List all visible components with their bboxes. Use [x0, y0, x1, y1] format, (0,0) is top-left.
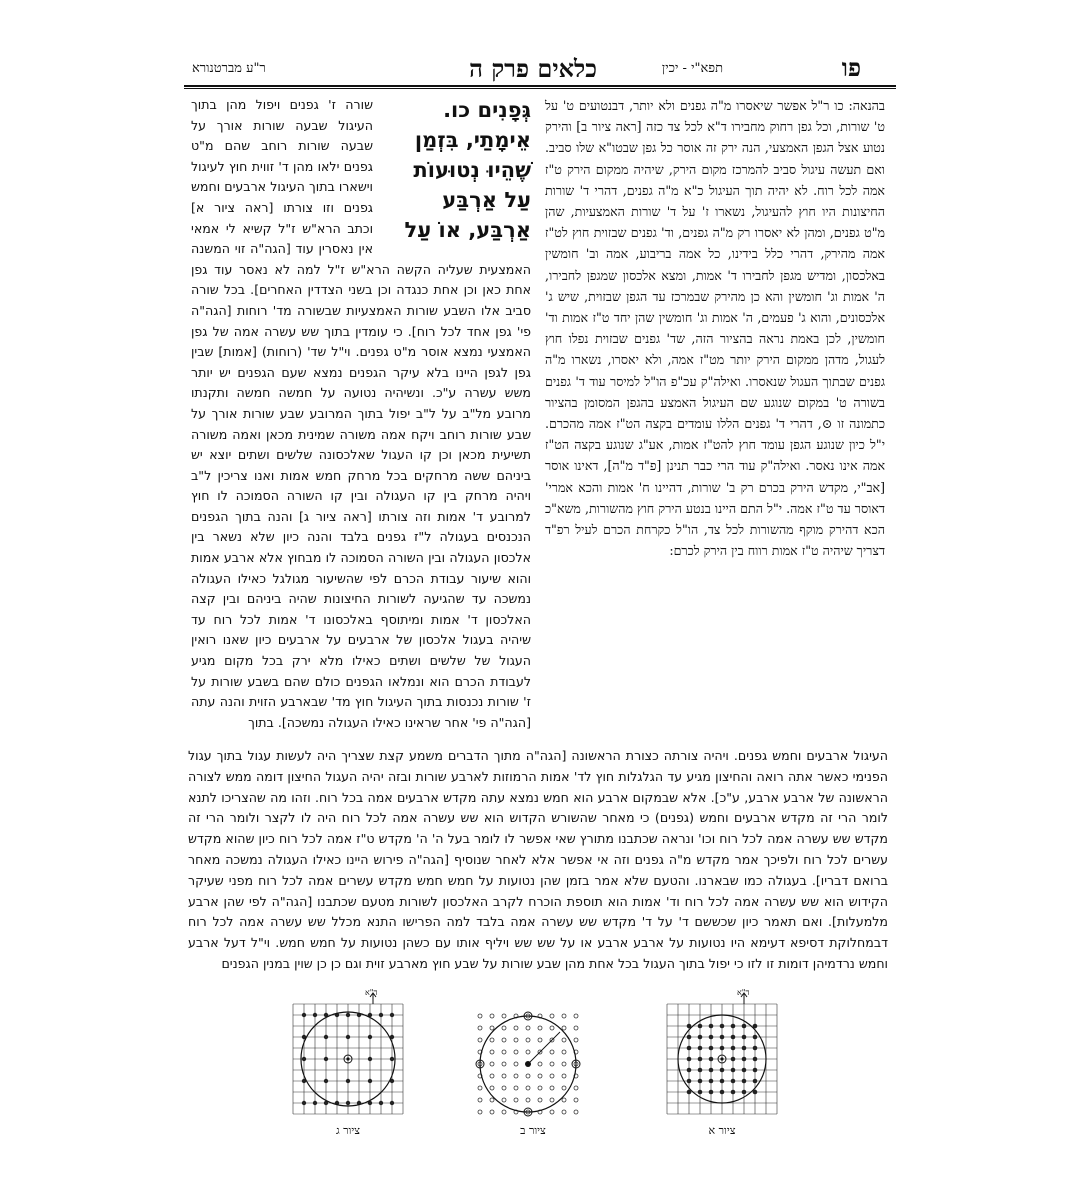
diagram-alef-corner-label: ד"א: [737, 988, 750, 997]
diagram-gimel-drawing: [283, 990, 413, 1122]
commentary-left-column: [191, 95, 531, 740]
page-header: [0, 55, 1083, 87]
header-rule: [184, 85, 896, 87]
commentary-full-width: [188, 746, 888, 978]
diagram-gimel-caption: ציור ג: [336, 1124, 360, 1137]
header-right-subtitle: תפא"י - יכין: [661, 61, 723, 76]
diagram-alef-drawing: [657, 990, 787, 1122]
page-number: פו: [841, 53, 861, 82]
mishnah-text: גְּפָנִים כו. אֵימָתַי, בִּזְמַן שֶׁהֵיוּ נְטוּעוֹת עַל אַרְבַּע אַרְבַּע, אוֹ עַל: [404, 98, 531, 242]
header-left-subtitle: ר"ע מברטנורא: [192, 61, 266, 76]
diagram-bet: [468, 1004, 598, 1154]
diagram-alef-caption: ציור א: [708, 1124, 736, 1137]
diagram-gimel-corner-label: ד"א: [365, 988, 378, 997]
diagram-bet-caption: ציור ב: [520, 1124, 546, 1137]
commentary-full-text: העיגול ארבעים וחמש גפנים. ויהיה צורתה כצורת הראשונה [הגה"ה מתוך הדברים משמע קצת שצריך היה לעשות עגול בתוך עגול הפנימי כאשר אתה רואה והחיצון מגיע עד הגלגלות חוץ לד' אמות הרמוזות לארבע שורות ובזה יהיה העגול החיצון דומה ממש לצורה הראשונה של ארבע ארבע, ע"כ]. אלא שבמקום ארבע הוא חמש נמצא עתה מקדש ארבעים אמה בכל רוח. וזהו מה שהצריכו לתנא לומר הרי זה מקדש ארבעים וחמש (גפנים) כי מאחר שהשורש הקדוש הוא שש עשרה אמה לכל רוח היה לו לקצר ולומר הרי זה מקדש שש עשרה אמה לכל רוח וכו' ונראה שכתבנו מתורץ שאי אפשר לו לומר בעל ה' ה' מקדש ט"ז אמה לכל רוח כיון שהוא מקדש עשרים לכל רוח ולפיכך אמר מקדש מ"ה גפנים וזה אי אפשר אלא לאחר שנוסיף [הגה"ה פירוש היינו כאילו העגולה נמשכה מאחר ברואם דבריו]. בעגולה כמו שבארנו. והטעם שלא אמר בזמן שהן נטועות על חמש חמש מקדש עשרים אמה לכל רוח מפני שעיקר הקידוש הוא שש עשרה אמה לכל רוח וד' אמות הוא תוספת הוכרח לקרב האלכסון לשורות מטעם שכתבנו [הגה"ה לפי שהן ארבע מלמעלות]. ואם תאמר כיון שכששם ד' על ד' מקדש שש עשרה אמה בלבד למה הפרישו התנא מכלל שש עשרה אמה לכל רוח דבמחלוקת דסיפא דעימא היו נטועות על ארבע ארבע או על שש שש ויליף אותו עם כשהן נטועות על חמש חמש. וי"ל דעל ארבע וחמש נרדמיהן דומות זו לזו כי יפול בתוך העגול בכל אחת מהן שבע שורות על שבע חוץ מארבע זוית וגם כן כן שוין במנין הגפנים: [188, 748, 888, 971]
chapter-title: כלאים פרק ה: [469, 54, 597, 83]
header-rule-thin: [184, 88, 896, 89]
commentary-left-text: שורה ז' גפנים ויפול מהן בתוך העיגול שבעה שורות אורך על שבעה שורות רוחב שהם מ"ט גפנים ילאו מהן ד' זווית חוץ לעיגול וישארו בתוך העיגול ארבעים וחמש גפנים וזו צורתו [ראה ציור א] וכתב הרא"ש ז"ל קשיא לי אמאי אין נאסרין עוד [הגה"ה זוי המשנה האמצעית שעליה הקשה הרא"ש ז"ל למה לא נאסר עוד גפן אחת כאן וכן אחת כנגדה וכן בשני הצדדין האחרים]. בכל שורה סביב אלו השבע שורות האמצעיות שבשורה מד' רוחות [הגה"ה פי' גפן אחד לכל רוח]. כי עומדין בתוך שש עשרה אמה של גפן האמצעי נמצא אוסר מ"ט גפנים. וי"ל שד' (רוחות) [אמות] שבין גפן לגפן היינו בלא עיקר הגפנים נמצא שעם הגפנים יש יותר משש עשרה ע"כ. ונשיהיה נטועה על חמשה חמשה ותקנתו מרובע מל"ב על ל"ב יפול בתוך המרובע שבע שורות אורך על שבע שורות רוחב ויקח אמה משורה שמינית מכאן ואמה משורה תשיעית מכאן וכן קו העגול שאלכסונה שלשים ושתים יוצא יש ביניהם ששה מרחקים בכל מרחק חמש אמות ואנו צריכין ל"ב ויהיה מרחק בין קו העגולה ובין קו השורה הסמוכה לו חוץ למרובע ד' אמות וזה צורתו [ראה ציור ג] והנה בתוך הגפנים הנכנסים בעגולה ל"ז גפנים בלבד והנה כיון שלא נשאר בין אלכסון העגולה ובין השורה הסמוכה לו מבחוץ אלא ארבע אמות והוא שיעור עבודת הכרם לפי שהשיעור מגולגל כאילו העגולה נמשכה עד שהגיעה לשורות החיצונות שהיה ביניהם ובין קצה האלכסון ד' אמות ומיתוסף באלכסונו ד' אמות לכל רוח עד שיהיה בעגול אלכסון של ארבעים על ארבעים כיון שאנו רואין העגול של שלשים ושתים כאילו מלא ירק בכל מקום מגיע לעבודת הכרם הוא ונמלאו הגפנים כולם שהם בשבע שורות על ז' שורות נכנסות בתוך העיגול חוץ מד' שבארבע הזוית והנה עתה [הגה"ה פי' אחר שראינו כאילו העגולה נמשכה]. בתוך: [191, 97, 531, 730]
commentary-right-column: [545, 95, 885, 735]
diagram-gimel: [283, 990, 413, 1140]
diagram-alef: [657, 990, 787, 1140]
diagram-bet-drawing: [468, 1004, 588, 1124]
commentary-right-text: בהנאה: כו ר"ל אפשר שיאסרו מ"ה גפנים ולא יותר, דבנטועים ט' על ט' שורות, וכל גפן רחוק מחבירו ד"א לכל צד כזה [ראה ציור ב] והירק נטוע אצל הגפן האמצעי, הנה ירק זה אוסר כל גפן שבטו"א שלו סביב. ואם תעשה עיגול סביב להמרכז מקום הירק, שיהיה ממקום הירק ט"ז אמה לכל רוח. לא יהיה תוך העיגול כ"א מ"ה גפנים, דהרי ד' שורות החיצונות היו חוץ להעיגול, נשארו ז' על ד' שורות האמצעיות, שהן מ"ט גפנים, ומהן לא יאסרו רק מ"ה גפנים, וד' גפנים שבזוית חוץ לט"ז אמה מהירק, דהרי כלל בידינו, כל אמה בריבוע, אמה וב' חומשין באלכסון, ומדיש מגפן לחבירו ד' אמות, ומצא אלכסון שמגפן לחבירו, ה' אמות וג' חומשין והא כן מהירק שבמרכז עד הגפן שבזוית, שיש ג' אלכסונים, והוא ג' פעמים, ה' אמות וג' חומשין שהן יחד ט"ז אמות וד' חומשין, לכן באמת נראה בהציור הזה, שד' גפנים שבזוית נפלו חוץ לעגול, מדהן ממקום הירק יותר מט"ז אמה, ולא יאסרו, נשארו מ"ה גפנים שבתוך העגול שנאסרו. ואילה"ק עכ"פ הו"ל למיסר עוד ד' גפנים בשורה ט' במקום שנוגע שם העיגול האמצע בהגפן המסומן בהציור כתמונה זו ⊙, דהרי ד' גפנים הללו עומדים בקצה הט"ז אמה מהכרם. י"ל כיון שנוגע הגפן עומד חוץ להט"ז אמות, אע"ג שנוגע בקצה הט"ז אמה אינו נאסר. ואילה"ק עוד הרי כבר תנינן [פ"ד מ"ה], דאינו אוסר [אב"י, מקדש הירק בכרם רק ב' שורות, דהיינו ח' אמות והכא אמרי' דאוסר עד ט"ז אמה. י"ל התם היינו בנטע הירק חוץ מהשורות, משא"כ הכא דהירק מוקף מהשורות לכל צד, הו"ל כקרחת הכרם לעיל רפ"ד דצריך שיהיה ט"ז אמות רווח בין הירק לכרם:: [545, 98, 885, 559]
